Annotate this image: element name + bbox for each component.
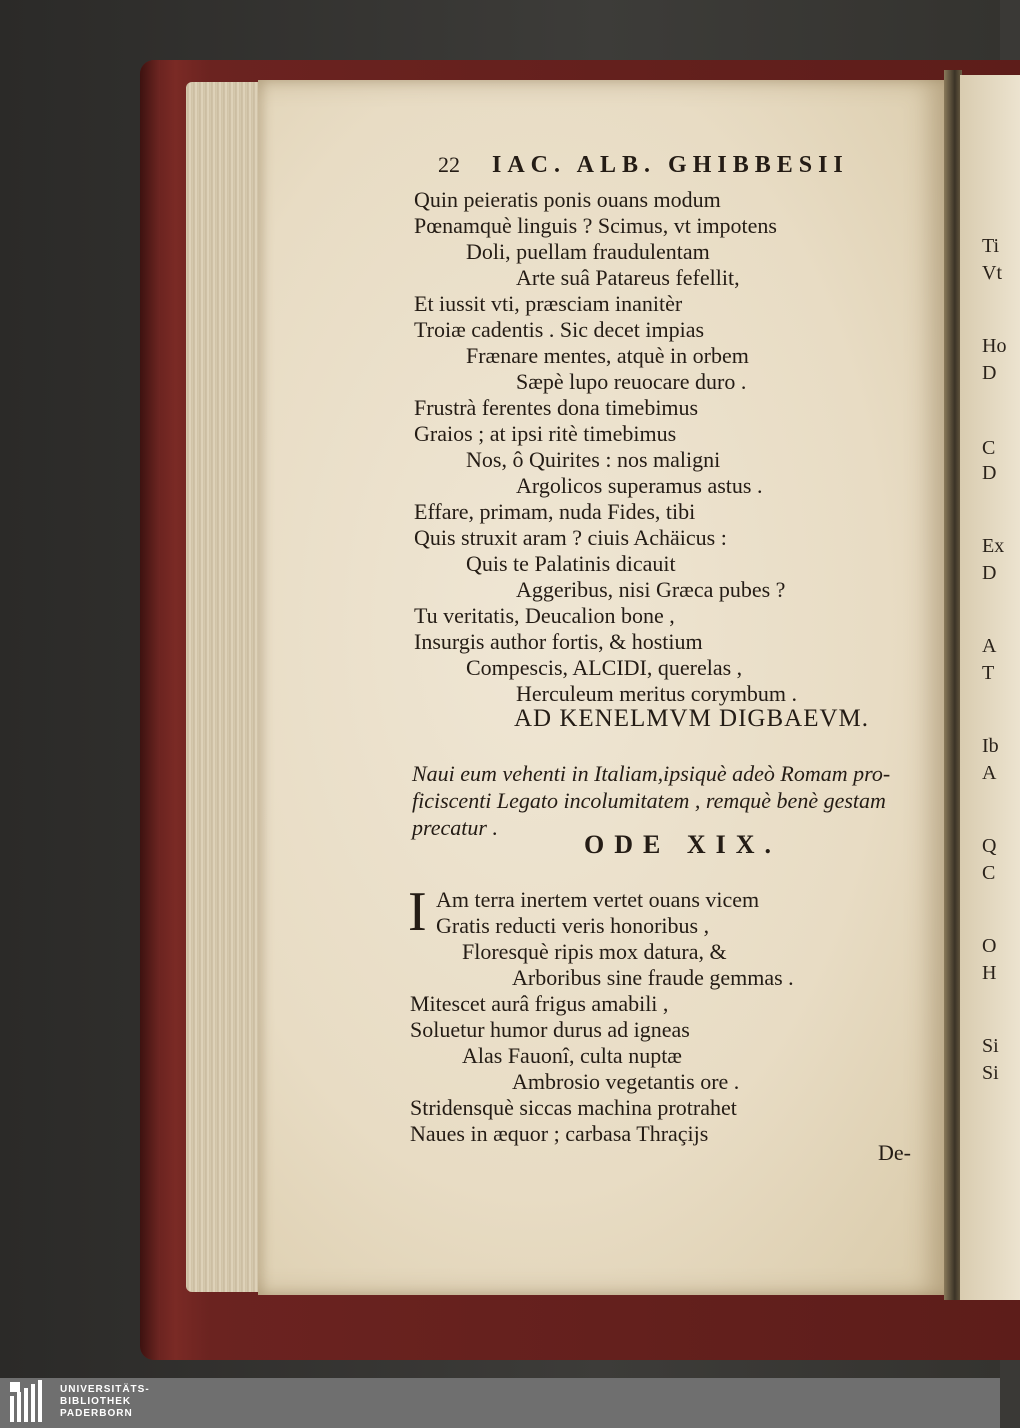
page-number: 22 — [438, 152, 460, 177]
poem-line: Effare, primam, nuda Fides, tibi — [414, 499, 696, 524]
running-head — [440, 152, 849, 179]
facing-page-fragment: D — [982, 562, 997, 584]
facing-page-fragment: H — [982, 962, 997, 984]
facing-page-fragment: Q — [982, 835, 997, 857]
argument-line: ficiscenti Legato incolumitatem , remquè benè gestam — [412, 788, 886, 813]
poem-line: Insurgis author fortis, & hostium — [414, 629, 703, 654]
facing-page-fragment: Ti — [982, 235, 1000, 257]
library-footer — [0, 1378, 1000, 1428]
argument-line: Naui eum vehenti in Italiam,ipsiquè adeò Romam pro- — [412, 761, 891, 786]
poem-line: Tu veritatis, Deucalion bone , — [414, 603, 675, 628]
ode-line: Mitescet aurâ frigus amabili , — [410, 991, 669, 1016]
facing-page-fragment: C — [982, 437, 996, 459]
university-library-logo-icon — [10, 1382, 52, 1424]
facing-page-fragment: Si — [982, 1062, 999, 1084]
facing-page-fragment: O — [982, 935, 997, 957]
poem-line: Doli, puellam fraudulentam — [466, 239, 710, 264]
ode-heading: AD KENELMVM DIGBAEVM. — [514, 705, 870, 732]
facing-page-fragment: Ho — [982, 335, 1007, 357]
ode-line: Stridensquè siccas machina protrahet — [410, 1095, 737, 1120]
facing-page-fragment: T — [982, 662, 995, 684]
ode-line: Naues in æquor ; carbasa Thraçijs — [410, 1121, 709, 1146]
argument-line: precatur . — [412, 815, 498, 840]
ode-line: Soluetur humor durus ad igneas — [410, 1017, 690, 1042]
facing-page — [960, 75, 1020, 1300]
ode-argument — [412, 760, 952, 841]
running-head-title: IAC. ALB. GHIBBESII — [492, 152, 849, 178]
poem-line: Nos, ô Quirites : nos maligni — [466, 447, 721, 472]
poem-line: Quis struxit aram ? ciuis Achäicus : — [414, 525, 727, 550]
facing-page-fragment: D — [982, 462, 997, 484]
poem-line: Graios ; at ipsi ritè timebimus — [414, 421, 677, 446]
ode-line: Am terra inertem vertet ouans vicem — [436, 887, 760, 912]
library-name-line2: BIBLIOTHEK — [60, 1396, 132, 1407]
poem-line: Frustrà ferentes dona timebimus — [414, 395, 699, 420]
catchword: De- — [878, 1140, 911, 1165]
cover-spine-edge — [140, 60, 160, 1360]
ode-number: ODE XIX. — [584, 830, 782, 859]
poem-line: Troiæ cadentis . Sic decet impias — [414, 317, 705, 342]
facing-page-fragment: A — [982, 635, 997, 657]
facing-page-fragment: A — [982, 762, 997, 784]
poem-line: Frænare mentes, atquè in orbem — [466, 343, 749, 368]
poem-line: Quin peieratis ponis ouans modum — [414, 187, 721, 212]
poem-line: Aggeribus, nisi Græca pubes ? — [516, 577, 786, 602]
facing-page-fragment: D — [982, 362, 997, 384]
ode-line: Ambrosio vegetantis ore . — [512, 1069, 740, 1094]
library-name-line3: PADERBORN — [60, 1408, 133, 1419]
facing-page-fragment: Vt — [982, 262, 1002, 284]
facing-page-fragment: C — [982, 862, 996, 884]
facing-page-fragment: Ib — [982, 735, 999, 757]
poem-line: Arte suâ Patareus fefellit, — [516, 265, 740, 290]
poem-line: Herculeum meritus corymbum . — [516, 681, 798, 706]
ode-line: Alas Fauonî, culta nuptæ — [462, 1043, 682, 1068]
facing-page-fragment: Si — [982, 1035, 999, 1057]
page-edges — [186, 82, 264, 1292]
poem-line: Argolicos superamus astus . — [516, 473, 763, 498]
ode-line: Gratis reducti veris honoribus , — [436, 913, 710, 938]
poem-line: Quis te Palatinis dicauit — [466, 551, 676, 576]
ode-line: Floresquè ripis mox datura, & — [462, 939, 727, 964]
drop-capital: I — [408, 881, 427, 943]
poem-line: Et iussit vti, præsciam inanitèr — [414, 291, 683, 316]
facing-page-fragment: Ex — [982, 535, 1005, 557]
ode-line: Arboribus sine fraude gemmas . — [512, 965, 794, 990]
poem-line: Compescis, ALCIDI, querelas , — [466, 655, 743, 680]
poem-line: Pœnamquè linguis ? Scimus, vt impotens — [414, 213, 777, 238]
library-name-line1: UNIVERSITÄTS- — [60, 1384, 150, 1395]
poem-line: Sæpè lupo reuocare duro . — [516, 369, 747, 394]
